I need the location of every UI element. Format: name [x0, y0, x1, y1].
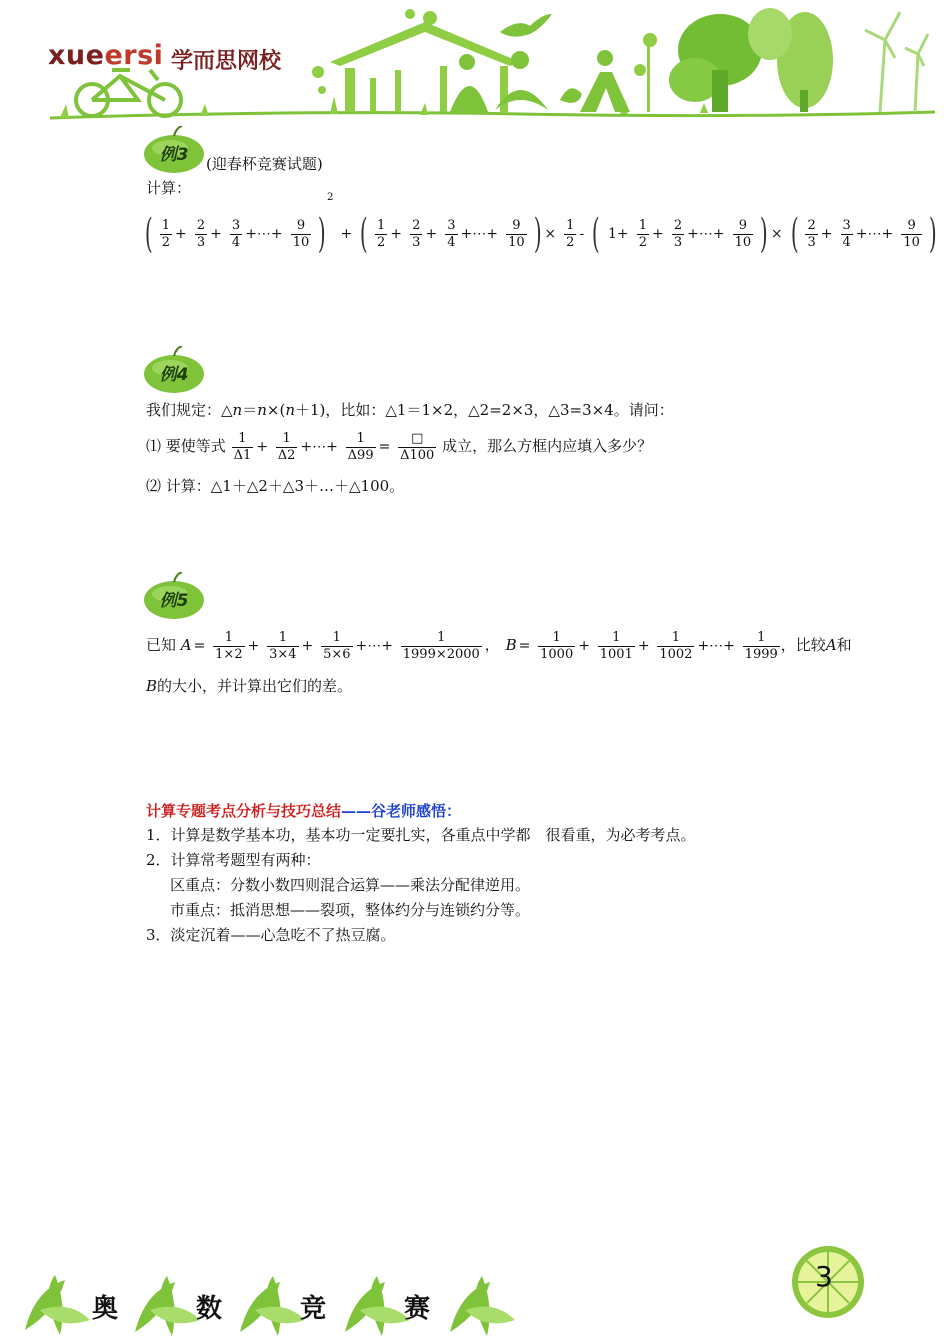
- summary-item-2: 2．计算常考题型有两种：: [146, 851, 321, 869]
- summary-item-2b: 市重点：抵消思想——裂项，整体约分与连锁约分等。: [170, 901, 531, 919]
- example4-rule: [146, 400, 674, 420]
- example4-question1: ⑴ 要使等式 $\frac{1}{\Delta 1}$ + $\frac{1}{\Delta 2}$ +⋯+ $\frac{1}{\Delta 99}$ = $\frac{□}{\Delta 100}$ 成立，那么方框内应填入多少？: [146, 430, 653, 463]
- footer-leaves-decoration: [0, 1240, 950, 1344]
- page-number: 3: [815, 1260, 833, 1293]
- summary-title-red: 计算专题考点分析与技巧总结: [146, 802, 342, 820]
- summary-item-2a: 区重点：分数小数四则混合运算——乘法分配律逆用。: [170, 876, 531, 894]
- tree-icon: [669, 8, 833, 112]
- brand-text-highlight: ersi: [104, 40, 164, 71]
- example3-badge-label: 例3: [159, 145, 189, 165]
- footer-char-2: 数: [196, 1294, 223, 1324]
- and-text: 和: [836, 636, 852, 654]
- example5-badge-label: 例5: [159, 591, 189, 611]
- page-header: [0, 0, 950, 130]
- brand-chinese-name: 学而思网校: [171, 49, 282, 74]
- example3-badge: [142, 126, 206, 174]
- example5-badge: [142, 572, 206, 620]
- footer-char-1: 奥: [92, 1294, 119, 1324]
- bird-icon: [500, 14, 552, 37]
- page-footer: [0, 1240, 950, 1344]
- brand-text-part: xue: [48, 40, 105, 71]
- rule-var: n: [232, 401, 243, 419]
- example4-badge-label: 例4: [159, 365, 189, 385]
- example5-prefix: 已知: [146, 636, 177, 654]
- question1-prefix: ⑴ 要使等式: [146, 437, 226, 455]
- example3-expression: ( $\frac{1}{2}$ + $\frac{2}{3}$ + $\frac{3}{4}$ +⋯+ $\frac{9}{10}$ )2 + ( $\frac{1}{2}$ + $\frac{2}{3}$ + $\frac{3}{4}$ +⋯+ $\frac{9}{10}$ ) × $\frac{1}{2}$ - ( 1+ $\frac{1}{2}$ + $\frac{2}{3}$ +⋯+ $\frac{9}{10}$ ) × ( $\frac{2}{3}$ + $\frac{3}{4}$ +⋯+ $\frac{9}{10}$ ): [144, 192, 937, 257]
- variable-a: A: [180, 636, 192, 654]
- rule-text: ＋1)，比如：△1＝1×2，△2=2×3，△3=3×4。请问：: [295, 401, 674, 419]
- answer-box: □: [398, 431, 436, 448]
- example3-source: (迎春杯竞赛试题): [206, 155, 323, 173]
- example4-badge: [142, 346, 206, 394]
- compare-text: ，比较: [780, 636, 826, 654]
- bicycle-icon: [76, 70, 181, 116]
- rule-text: 我们规定：△: [146, 401, 233, 419]
- rule-var: n: [285, 401, 295, 419]
- rule-text: ＝: [242, 401, 258, 419]
- example5-line2-text: 的大小，并计算出它们的差。: [157, 677, 353, 695]
- variable-b: B: [146, 677, 158, 695]
- summary-item-1: 1．计算是数学基本功，基本功一定要扎实，各重点中学都 很看重，为必考考点。: [146, 826, 696, 844]
- variable-b: B: [505, 636, 517, 654]
- summary-item-3: 3．淡定沉着——心急吃不了热豆腐。: [146, 926, 396, 944]
- rule-var: n: [257, 401, 267, 419]
- variable-a: A: [825, 636, 837, 654]
- house-icon: [330, 22, 520, 112]
- example4-question2: ⑵ 计算：△1＋△2＋△3＋…＋△100。: [146, 477, 405, 495]
- summary-title: [146, 800, 461, 821]
- windmill-icon: [865, 12, 928, 112]
- question1-suffix: 成立，那么方框内应填入多少？: [442, 437, 653, 455]
- brand-logo-text: [48, 40, 163, 71]
- example5-expression: 已知 A = $\frac{1}{1\times 2}$ + $\frac{1}{3\times 4}$ + $\frac{1}{5\times 6}$ +⋯+ $\frac{1}{1999\times 2000}$ ， B = $\frac{1}{1000}$ + $\frac{1}{1001}$ + $\frac{1}{1002}$ +⋯+ $\frac{1}{1999}$ ，比较A和: [146, 629, 852, 662]
- summary-title-blue: ——谷老师感悟：: [341, 802, 462, 820]
- example5-line2: [146, 676, 352, 696]
- footer-char-3: 竞: [300, 1294, 327, 1324]
- rule-text: ×(: [266, 401, 286, 419]
- footer-char-4: 赛: [404, 1294, 431, 1324]
- children-figures: [450, 50, 630, 112]
- example3-instruction: 计算：: [146, 179, 192, 197]
